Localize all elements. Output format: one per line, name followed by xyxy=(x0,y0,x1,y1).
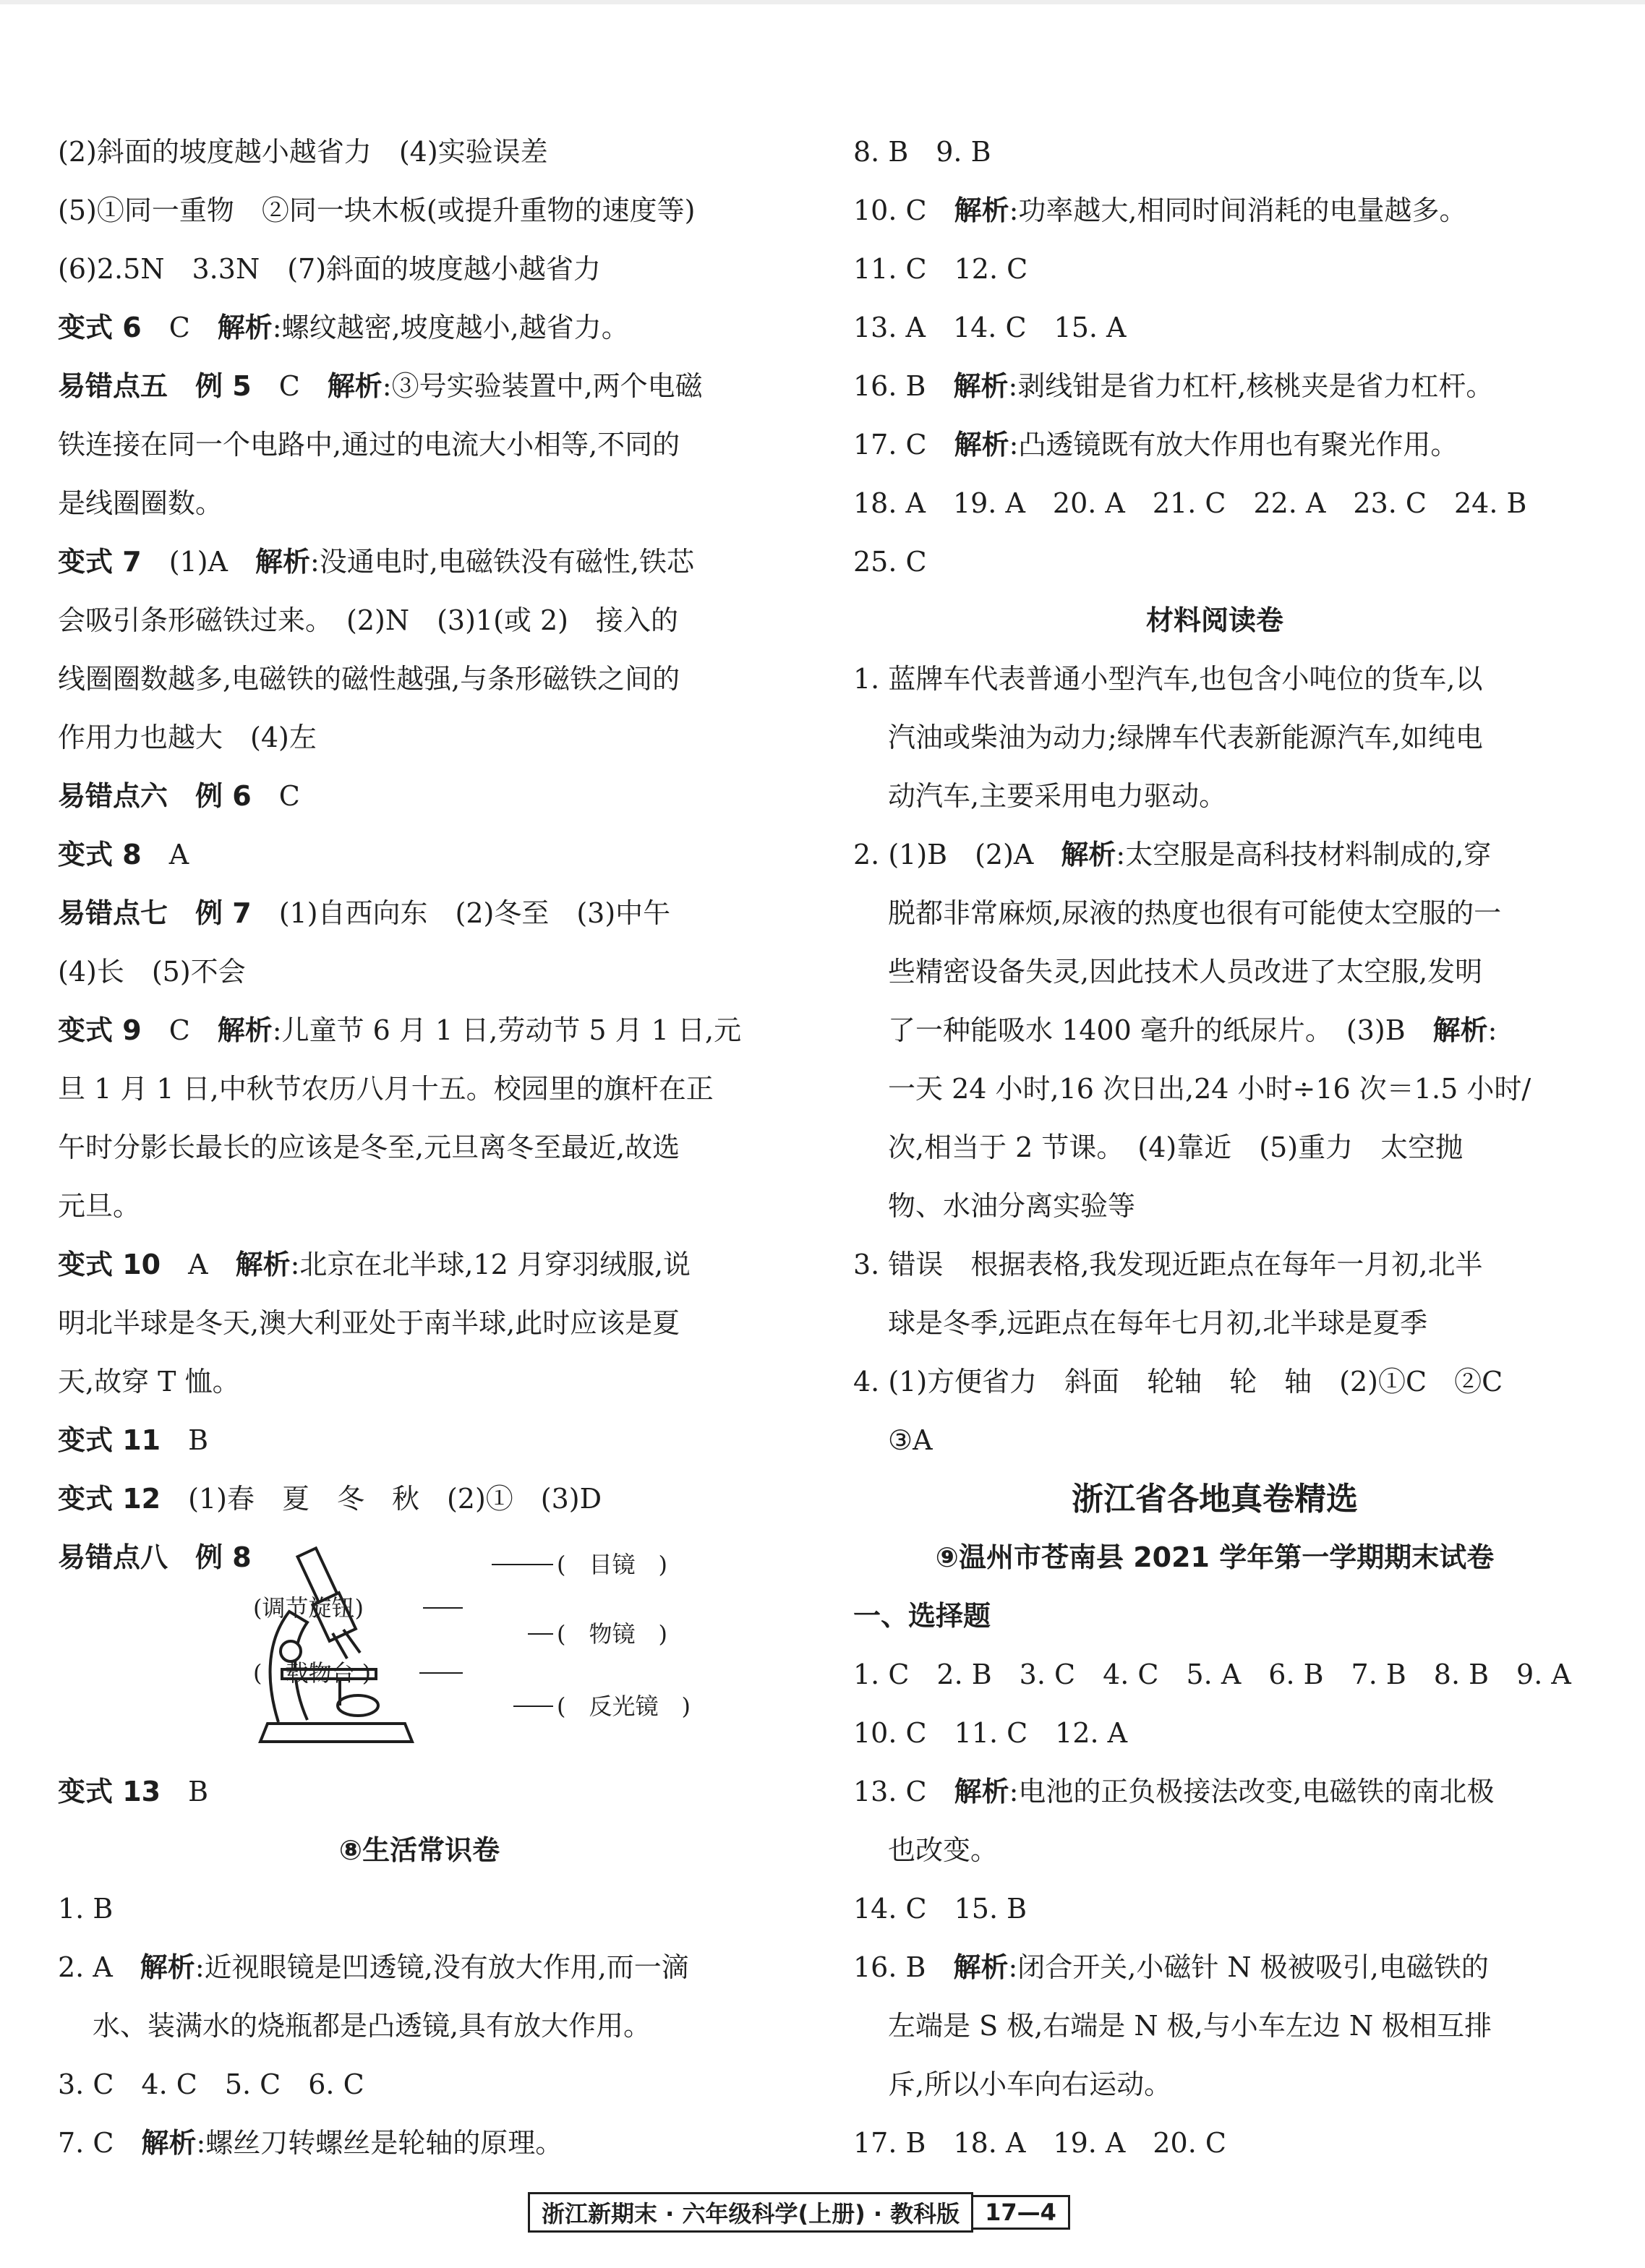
analysis-text: :没通电时,电磁铁没有磁性,铁芯 xyxy=(310,546,694,578)
page-number: 17—4 xyxy=(973,2195,1070,2230)
answer-line: 左端是 S 极,右端是 N 极,与小车左边 N 极相互排 xyxy=(888,2010,1492,2042)
question-number: 16. B xyxy=(853,1951,926,1983)
answer-line: 3. C 4. C 5. C 6. C xyxy=(58,2068,364,2100)
item-heading: 变式 12 xyxy=(58,1483,161,1515)
analysis-tag: 解析 xyxy=(953,1951,1009,1983)
exam-title: ⑨温州市苍南县 2021 学年第一学期期末试卷 xyxy=(935,1541,1495,1573)
answer-line xyxy=(58,1001,781,1060)
answer-line xyxy=(58,826,781,884)
answer-line: 4. (1)方便省力 斜面 轮轴 轮 轴 (2)①C ②C xyxy=(853,1366,1503,1398)
label-leader-lines xyxy=(58,1528,781,1763)
answer-line: 13. A 14. C 15. A xyxy=(853,312,1127,343)
item-heading: 变式 9 xyxy=(58,1014,142,1046)
answer-line: 次,相当于 2 节课。 (4)靠近 (5)重力 太空抛 xyxy=(888,1131,1464,1163)
answer-line xyxy=(853,826,1576,884)
analysis-text: :凸透镜既有放大作用也有聚光作用。 xyxy=(1009,429,1458,461)
answer-line: 汽油或柴油为动力;绿牌车代表新能源汽车,如纯电 xyxy=(888,722,1483,753)
subsection-title: 一、选择题 xyxy=(853,1600,991,1632)
answer: C xyxy=(168,1014,190,1046)
microscope-block xyxy=(58,1528,781,1763)
item-heading: 变式 6 xyxy=(58,312,142,343)
analysis-colon: : xyxy=(1487,1014,1497,1046)
answer-line: 些精密设备失灵,因此技术人员改进了太空服,发明 xyxy=(888,956,1483,988)
section-title: 浙江省各地真卷精选 xyxy=(1072,1481,1358,1518)
left-column xyxy=(58,123,781,2173)
answer-line: 25. C xyxy=(853,546,927,578)
answer-line: 也改变。 xyxy=(888,1834,999,1866)
question-number: 7. C xyxy=(58,2127,114,2159)
answer: C xyxy=(278,780,300,812)
answer-line: 17. B 18. A 19. A 20. C xyxy=(853,2127,1226,2159)
answer-line xyxy=(58,1763,781,1821)
analysis-tag: 解析 xyxy=(1061,839,1116,870)
answer: (1)A xyxy=(168,546,228,578)
answer-line xyxy=(58,1236,781,1294)
answer-line: ③A xyxy=(888,1424,933,1456)
right-column xyxy=(853,123,1576,2173)
analysis-text: :螺纹越密,坡度越小,越省力。 xyxy=(272,312,629,343)
answer: A xyxy=(168,839,189,870)
question-number: 16. B xyxy=(853,370,926,402)
page-footer xyxy=(528,2192,1070,2233)
answer-line xyxy=(58,357,781,416)
answer-line xyxy=(853,1938,1576,1997)
answer-line: (4)长 (5)不会 xyxy=(58,956,246,988)
analysis-tag: 解析 xyxy=(954,194,1009,226)
answer-line: 旦 1 月 1 日,中秋节农历八月十五。校园里的旗杆在正 xyxy=(58,1073,714,1105)
question-number: 10. C xyxy=(853,194,927,226)
answer-line: 物、水油分离实验等 xyxy=(888,1190,1136,1222)
item-heading: 变式 11 xyxy=(58,1424,161,1456)
analysis-tag: 解析 xyxy=(217,1014,273,1046)
answer-line xyxy=(853,1763,1576,1821)
answer-line xyxy=(58,1470,781,1528)
analysis-tag: 解析 xyxy=(217,312,273,343)
analysis-tag: 解析 xyxy=(954,429,1009,461)
answer-line: 水、装满水的烧瓶都是凸透镜,具有放大作用。 xyxy=(93,2010,651,2042)
answer-line: 天,故穿 T 恤。 xyxy=(58,1366,240,1398)
answer-line: 1. 蓝牌车代表普通小型汽车,也包含小吨位的货车,以 xyxy=(853,663,1483,695)
question-number: 2. A xyxy=(58,1951,113,1983)
answer-line xyxy=(58,884,781,943)
answer-line: (5)①同一重物 ②同一块木板(或提升重物的速度等) xyxy=(58,194,696,226)
answer-line xyxy=(853,1001,1576,1060)
item-heading: 易错点五 例 5 xyxy=(58,370,252,402)
analysis-tag: 解析 xyxy=(327,370,383,402)
item-heading: 变式 7 xyxy=(58,546,142,578)
top-edge xyxy=(0,0,1645,4)
answer-line: (2)斜面的坡度越小越省力 (4)实验误差 xyxy=(58,136,548,168)
answer-line: 线圈圈数越多,电磁铁的磁性越强,与条形磁铁之间的 xyxy=(58,663,680,695)
item-heading: 变式 8 xyxy=(58,839,142,870)
analysis-text: :电池的正负极接法改变,电磁铁的南北极 xyxy=(1009,1776,1495,1807)
answer-line: 一天 24 小时,16 次日出,24 小时÷16 次＝1.5 小时/ xyxy=(888,1073,1531,1105)
label-objective: ( 物镜 ) xyxy=(557,1620,667,1648)
answer-line: 铁连接在同一个电路中,通过的电流大小相等,不同的 xyxy=(58,429,680,461)
answer-line xyxy=(58,767,781,826)
item-heading: 易错点八 例 8 xyxy=(58,1541,252,1573)
analysis-text: :螺丝刀转螺丝是轮轴的原理。 xyxy=(196,2127,563,2159)
answer-line: 8. B 9. B xyxy=(853,136,991,168)
question-number: 17. C xyxy=(853,429,927,461)
answer-line: 明北半球是冬天,澳大利亚处于南半球,此时应该是夏 xyxy=(58,1307,680,1339)
analysis-text: :③号实验装置中,两个电磁 xyxy=(382,370,703,402)
answer: C xyxy=(278,370,300,402)
item-heading: 变式 13 xyxy=(58,1776,161,1807)
answer-line: 是线圈圈数。 xyxy=(58,487,223,519)
analysis-text: :功率越大,相同时间消耗的电量越多。 xyxy=(1009,194,1467,226)
analysis-tag: 解析 xyxy=(140,1951,195,1983)
answer-line xyxy=(58,2114,781,2173)
answer-line: 脱都非常麻烦,尿液的热度也很有可能使太空服的一 xyxy=(888,897,1502,929)
answer-line: 3. 错误 根据表格,我发现近距点在每年一月初,北半 xyxy=(853,1249,1483,1280)
answer-line: 18. A 19. A 20. A 21. C 22. A 23. C 24. B xyxy=(853,487,1527,519)
answer: A xyxy=(188,1249,208,1280)
answer-line xyxy=(58,533,781,591)
analysis-tag: 解析 xyxy=(1432,1014,1488,1046)
answer-line: 11. C 12. C xyxy=(853,253,1028,285)
answer-line: (6)2.5N 3.3N (7)斜面的坡度越小越省力 xyxy=(58,253,602,285)
answer-line: 1. C 2. B 3. C 4. C 5. A 6. B 7. B 8. B 9. A xyxy=(853,1659,1571,1690)
question-number: 13. C xyxy=(853,1776,927,1807)
item-heading: 易错点七 例 7 xyxy=(58,897,252,929)
answer-line: 午时分影长最长的应该是冬至,元旦离冬至最近,故选 xyxy=(58,1131,680,1163)
label-eyepiece: ( 目镜 ) xyxy=(557,1551,667,1578)
analysis-text: :剥线钳是省力杠杆,核桃夹是省力杠杆。 xyxy=(1008,370,1494,402)
analysis-text: :太空服是高科技材料制成的,穿 xyxy=(1116,839,1492,870)
answer-line: 10. C 11. C 12. A xyxy=(853,1717,1128,1749)
analysis-tag: 解析 xyxy=(954,1776,1009,1807)
analysis-text: 了一种能吸水 1400 毫升的纸尿片。 (3)B xyxy=(888,1014,1406,1046)
answer-line xyxy=(853,181,1576,240)
answer-line: 14. C 15. B xyxy=(853,1893,1027,1925)
answer-line: 斥,所以小车向右运动。 xyxy=(888,2068,1172,2100)
book-title: 浙江新期末 · 六年级科学(上册) · 教科版 xyxy=(528,2192,973,2233)
analysis-tag: 解析 xyxy=(953,370,1009,402)
analysis-tag: 解析 xyxy=(141,2127,197,2159)
answer-line xyxy=(58,299,781,357)
answer: C xyxy=(168,312,190,343)
answer-line: 动汽车,主要采用电力驱动。 xyxy=(888,780,1227,812)
answer: B xyxy=(188,1424,209,1456)
answer-line: 1. B xyxy=(58,1893,114,1925)
analysis-text: :儿童节 6 月 1 日,劳动节 5 月 1 日,元 xyxy=(272,1014,742,1046)
label-knob: (调节旋钮) xyxy=(253,1594,364,1622)
answer-line: 会吸引条形磁铁过来。 (2)N (3)1(或 2) 接入的 xyxy=(58,604,678,636)
answer-line xyxy=(853,416,1576,474)
item-heading: 变式 10 xyxy=(58,1249,161,1280)
question-number: 2. (1)B (2)A xyxy=(853,839,1034,870)
answer: B xyxy=(188,1776,209,1807)
analysis-text: :近视眼镜是凹透镜,没有放大作用,而一滴 xyxy=(195,1951,689,1983)
answer: (1)春 夏 冬 秋 (2)① (3)D xyxy=(188,1483,602,1515)
answer: (1)自西向东 (2)冬至 (3)中午 xyxy=(278,897,671,929)
label-stage: ( 载物台 ) xyxy=(253,1659,372,1687)
answer-line xyxy=(853,357,1576,416)
answer-line xyxy=(58,1938,781,1997)
answer-line xyxy=(58,1411,781,1470)
analysis-text: :北京在北半球,12 月穿羽绒服,说 xyxy=(290,1249,691,1280)
section-title: ⑧生活常识卷 xyxy=(338,1834,500,1866)
section-title: 材料阅读卷 xyxy=(1145,604,1283,636)
answer-line: 球是冬季,远距点在每年七月初,北半球是夏季 xyxy=(888,1307,1428,1339)
analysis-tag: 解析 xyxy=(255,546,310,578)
answer-line: 作用力也越大 (4)左 xyxy=(58,722,317,753)
analysis-tag: 解析 xyxy=(235,1249,291,1280)
analysis-text: :闭合开关,小磁针 N 极被吸引,电磁铁的 xyxy=(1008,1951,1489,1983)
answer-line: 元旦。 xyxy=(58,1190,141,1222)
label-mirror: ( 反光镜 ) xyxy=(557,1693,691,1720)
item-heading: 易错点六 例 6 xyxy=(58,780,252,812)
